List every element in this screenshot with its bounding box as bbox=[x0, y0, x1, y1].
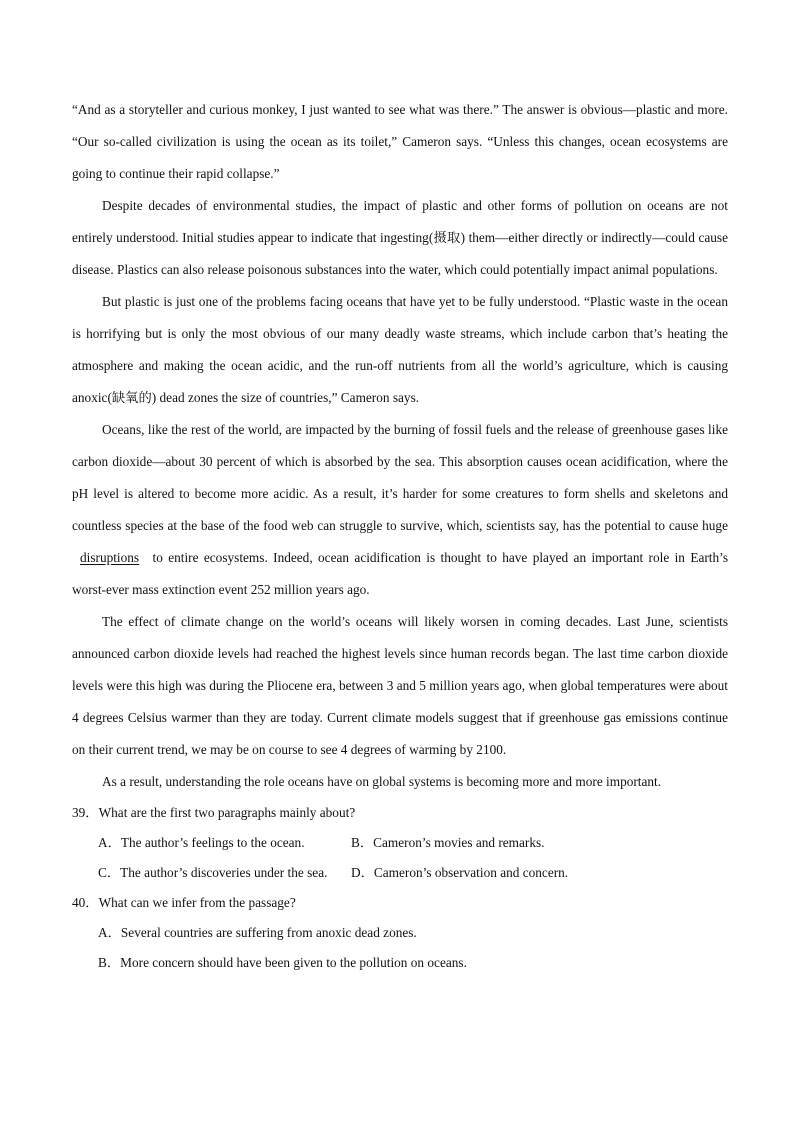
option-row bbox=[72, 828, 728, 858]
paragraph-1: “And as a storyteller and curious monkey, I just wanted to see what was there.” The answer is obvious—plastic and more. “Our so-called civilization is using the ocean as its toilet,” Cameron says. “Unless this changes, ocean ecosystems are going to continue their rapid collapse.” bbox=[72, 102, 728, 181]
option-a: A．The author’s feelings to the ocean. bbox=[98, 835, 305, 850]
option-d: D．Cameron’s observation and concern. bbox=[351, 865, 569, 880]
passage-body bbox=[72, 94, 728, 978]
underlined-word: disruptions bbox=[80, 550, 140, 565]
paragraph-4-before: Oceans, like the rest of the world, are impacted by the burning of fossil fuels and the release of greenhouse gases like carbon dioxide—about 30 percent of which is absorbed by the sea. This absorption causes ocean acidification, where the pH level is altered to become more acidic. As a result, it’s harder for some creatures to form shells and skeletons and countless species at the base of the food web can struggle to survive, which, scientists say, has the potential to cause huge bbox=[72, 422, 728, 533]
option-b: B．More concern should have been given to the pollution on oceans. bbox=[98, 955, 467, 970]
paragraph-4 bbox=[72, 414, 728, 606]
paragraph-2: Despite decades of environmental studies, the impact of plastic and other forms of pollution on oceans are not entirely understood. Initial studies appear to indicate that ingesting(摄取) them—either directly or indirectly—could cause disease. Plastics can also release poisonous substances into the water, which could potentially impact animal populations. bbox=[72, 198, 728, 277]
option-b: B．Cameron’s movies and remarks. bbox=[351, 835, 545, 850]
paragraph-4-after: to entire ecosystems. Indeed, ocean acidification is thought to have played an important role in Earth’s worst-ever mass extinction event 252 million years ago. bbox=[72, 550, 728, 597]
question-stem: 39．What are the first two paragraphs mainly about? bbox=[72, 805, 356, 820]
paragraph-5: The effect of climate change on the world’s oceans will likely worsen in coming decades. Last June, scientists announced carbon dioxide levels had reached the highest levels since human records began. The last time carbon dioxide levels were this high was during the Pliocene era, between 3 and 5 million years ago, when global temperatures were about 4 degrees Celsius warmer than they are today. Current climate models suggest that if greenhouse gas emissions continue on their current trend, we may be on course to see 4 degrees of warming by 2100. bbox=[72, 614, 728, 757]
option-a: A．Several countries are suffering from anoxic dead zones. bbox=[98, 925, 417, 940]
paragraph-6: As a result, understanding the role oceans have on global systems is becoming more and more important. bbox=[102, 774, 662, 789]
option-c: C．The author’s discoveries under the sea. bbox=[98, 865, 328, 880]
question-40 bbox=[72, 888, 728, 978]
question-stem: 40．What can we infer from the passage? bbox=[72, 895, 296, 910]
question-39 bbox=[72, 798, 728, 888]
paragraph-3: But plastic is just one of the problems facing oceans that have yet to be fully understood. “Plastic waste in the ocean is horrifying but is only the most obvious of our many deadly waste streams, which include carbon that’s heating the atmosphere and making the ocean acidic, and the run-off nutrients from all the world’s agriculture, which is causing anoxic(缺氧的) dead zones the size of countries,” Cameron says. bbox=[72, 294, 728, 405]
option-row bbox=[72, 858, 728, 888]
